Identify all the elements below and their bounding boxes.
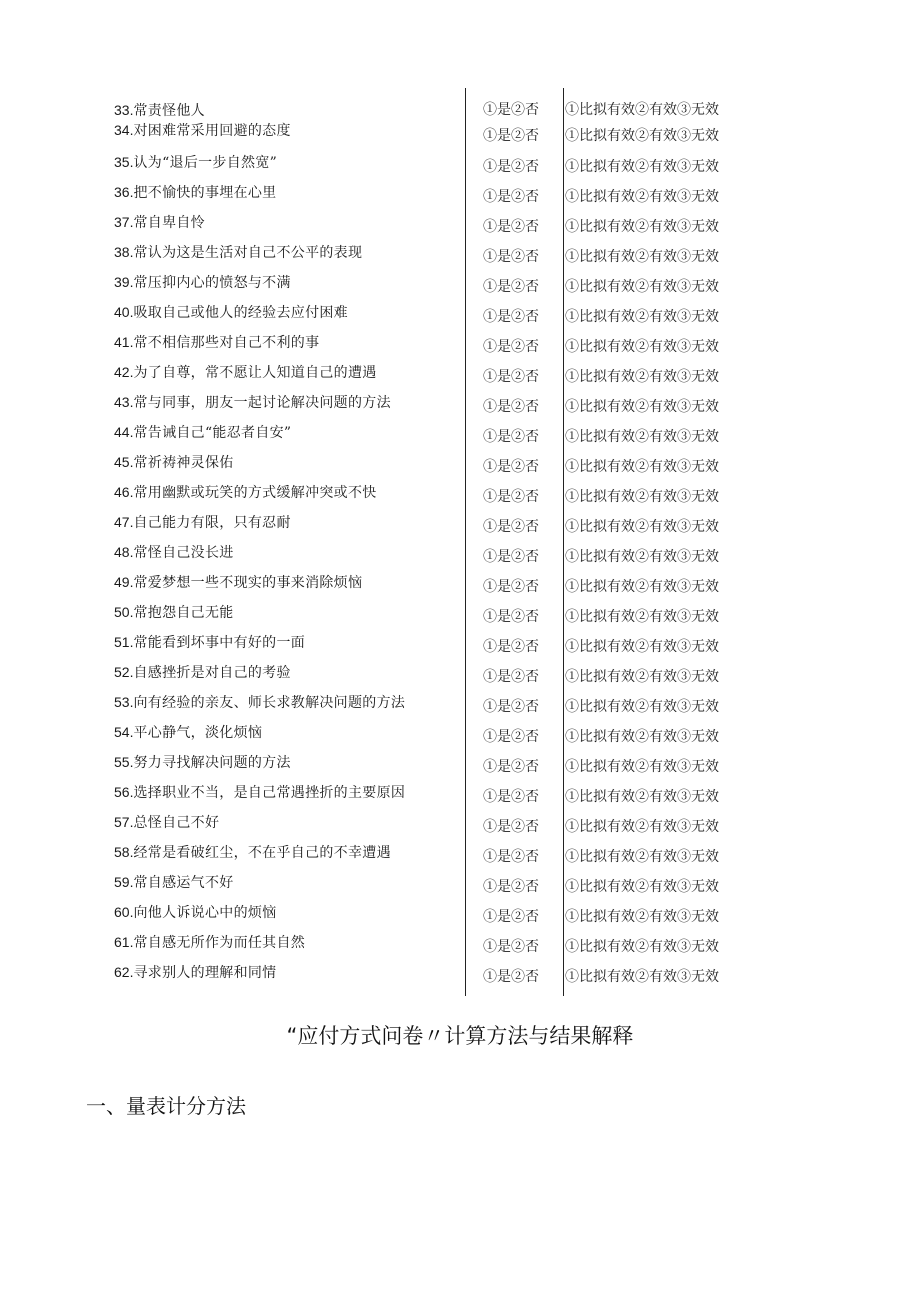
question-number: 34. — [114, 122, 134, 138]
question-number: 54. — [114, 724, 134, 740]
question-text — [114, 662, 291, 682]
question-number: 42. — [114, 364, 134, 380]
question-label: 常自感无所作为而任其自然 — [133, 935, 306, 951]
question-number: 39. — [114, 274, 134, 290]
question-label: 常不相信那些对自己不利的事 — [133, 335, 320, 351]
effectiveness-options[interactable]: ①比拟有效②有效③无效 — [565, 639, 719, 655]
yes-no-options[interactable]: ①是②否 — [483, 729, 539, 745]
yes-no-options[interactable]: ①是②否 — [483, 519, 539, 535]
question-label: 常祈祷神灵保佑 — [133, 455, 234, 471]
effectiveness-options[interactable]: ①比拟有效②有效③无效 — [565, 369, 719, 385]
question-number: 46. — [114, 484, 134, 500]
yes-no-options[interactable]: ①是②否 — [483, 759, 539, 775]
question-text — [114, 332, 319, 352]
question-number: 56. — [114, 784, 134, 800]
question-text — [114, 782, 405, 802]
question-text — [114, 632, 305, 652]
question-label: 向有经验的亲友、师长求教解决问题的方法 — [133, 695, 406, 711]
yes-no-options[interactable]: ①是②否 — [483, 819, 539, 835]
yes-no-options[interactable]: ①是②否 — [483, 399, 539, 415]
yes-no-options[interactable]: ①是②否 — [483, 579, 539, 595]
question-text — [114, 272, 291, 292]
yes-no-options[interactable]: ①是②否 — [483, 699, 539, 715]
yes-no-options[interactable]: ①是②否 — [483, 609, 539, 625]
yes-no-options[interactable]: ①是②否 — [483, 159, 539, 175]
yes-no-options[interactable]: ①是②否 — [483, 189, 539, 205]
effectiveness-options[interactable]: ①比拟有效②有效③无效 — [565, 102, 719, 118]
question-text — [114, 392, 391, 412]
effectiveness-options[interactable]: ①比拟有效②有效③无效 — [565, 279, 719, 295]
question-number: 41. — [114, 334, 134, 350]
question-text — [114, 722, 262, 742]
section-title: “应付方式问卷〃计算方法与结果解释 — [286, 1024, 634, 1048]
effectiveness-options[interactable]: ①比拟有效②有效③无效 — [565, 729, 719, 745]
effectiveness-options[interactable]: ①比拟有效②有效③无效 — [565, 519, 719, 535]
question-label: 常与同事，朋友一起讨论解决问题的方法 — [133, 395, 391, 411]
effectiveness-options[interactable]: ①比拟有效②有效③无效 — [565, 429, 719, 445]
question-label: 自感挫折是对自己的考验 — [133, 665, 291, 681]
question-label: 常用幽默或玩笑的方式缓解冲突或不快 — [133, 485, 377, 501]
question-label: 平心静气，淡化烦恼 — [133, 725, 263, 741]
effectiveness-options[interactable]: ①比拟有效②有效③无效 — [565, 549, 719, 565]
yes-no-options[interactable]: ①是②否 — [483, 669, 539, 685]
question-number: 53. — [114, 694, 134, 710]
question-label: 常压抑内心的愤怒与不满 — [133, 275, 291, 291]
question-label: 常怪自己没长进 — [133, 545, 234, 561]
yes-no-options[interactable]: ①是②否 — [483, 219, 539, 235]
question-text — [114, 752, 291, 772]
question-number: 51. — [114, 634, 134, 650]
question-number: 47. — [114, 514, 134, 530]
question-text — [114, 542, 234, 562]
subsection-heading: 一、量表计分方法 — [86, 1094, 246, 1118]
effectiveness-options[interactable]: ①比拟有效②有效③无效 — [565, 339, 719, 355]
effectiveness-options[interactable]: ①比拟有效②有效③无效 — [565, 699, 719, 715]
question-label: 常责怪他人 — [133, 103, 205, 119]
question-text — [114, 100, 205, 120]
question-text — [114, 692, 405, 712]
question-number: 57. — [114, 814, 134, 830]
question-number: 52. — [114, 664, 134, 680]
question-text — [114, 932, 305, 952]
question-number: 36. — [114, 184, 134, 200]
question-label: 吸取自己或他人的经验去应付困难 — [133, 305, 348, 321]
question-text — [114, 182, 276, 202]
effectiveness-options[interactable]: ①比拟有效②有效③无效 — [565, 669, 719, 685]
question-number: 50. — [114, 604, 134, 620]
question-number: 35. — [114, 154, 134, 170]
question-text — [114, 422, 291, 442]
question-number: 58. — [114, 844, 134, 860]
question-label: 常自感运气不好 — [133, 875, 234, 891]
question-label: 常爱梦想一些不现实的事来消除烦恼 — [133, 575, 363, 591]
question-label: 向他人诉说心中的烦恼 — [133, 905, 277, 921]
yes-no-options[interactable]: ①是②否 — [483, 849, 539, 865]
effectiveness-options[interactable]: ①比拟有效②有效③无效 — [565, 128, 719, 144]
question-label: 常告诫自己“能忍者自安” — [133, 425, 292, 441]
column-divider-right — [563, 88, 564, 996]
yes-no-options[interactable]: ①是②否 — [483, 549, 539, 565]
question-text — [114, 602, 234, 622]
yes-no-options[interactable]: ①是②否 — [483, 429, 539, 445]
yes-no-options[interactable]: ①是②否 — [483, 489, 539, 505]
yes-no-options[interactable]: ①是②否 — [483, 789, 539, 805]
yes-no-options[interactable]: ①是②否 — [483, 909, 539, 925]
yes-no-options[interactable]: ①是②否 — [483, 459, 539, 475]
effectiveness-options[interactable]: ①比拟有效②有效③无效 — [565, 969, 719, 985]
yes-no-options[interactable]: ①是②否 — [483, 879, 539, 895]
effectiveness-options[interactable]: ①比拟有效②有效③无效 — [565, 759, 719, 775]
effectiveness-options[interactable]: ①比拟有效②有效③无效 — [565, 849, 719, 865]
question-label: 常能看到坏事中有好的一面 — [133, 635, 306, 651]
question-text — [114, 362, 377, 382]
yes-no-options[interactable]: ①是②否 — [483, 279, 539, 295]
effectiveness-options[interactable]: ①比拟有效②有效③无效 — [565, 189, 719, 205]
question-label: 为了自尊，常不愿让人知道自己的遭遇 — [133, 365, 377, 381]
question-label: 常自卑自怜 — [133, 215, 205, 231]
question-text — [114, 572, 362, 592]
yes-no-options[interactable]: ①是②否 — [483, 249, 539, 265]
effectiveness-options[interactable]: ①比拟有效②有效③无效 — [565, 909, 719, 925]
question-label: 努力寻找解决问题的方法 — [133, 755, 291, 771]
effectiveness-options[interactable]: ①比拟有效②有效③无效 — [565, 219, 719, 235]
yes-no-options[interactable]: ①是②否 — [483, 969, 539, 985]
yes-no-options[interactable]: ①是②否 — [483, 939, 539, 955]
question-text — [114, 212, 205, 232]
effectiveness-options[interactable]: ①比拟有效②有效③无效 — [565, 819, 719, 835]
question-number: 60. — [114, 904, 134, 920]
yes-no-options[interactable]: ①是②否 — [483, 639, 539, 655]
effectiveness-options[interactable]: ①比拟有效②有效③无效 — [565, 609, 719, 625]
effectiveness-options[interactable]: ①比拟有效②有效③无效 — [565, 159, 719, 175]
question-label: 把不愉快的事埋在心里 — [133, 185, 277, 201]
question-text — [114, 120, 291, 140]
question-number: 44. — [114, 424, 134, 440]
question-number: 62. — [114, 964, 134, 980]
yes-no-options[interactable]: ①是②否 — [483, 102, 539, 118]
question-label: 常抱怨自己无能 — [133, 605, 234, 621]
question-text — [114, 902, 276, 922]
question-number: 40. — [114, 304, 134, 320]
effectiveness-options[interactable]: ①比拟有效②有效③无效 — [565, 249, 719, 265]
question-number: 48. — [114, 544, 134, 560]
question-label: 自己能力有限，只有忍耐 — [133, 515, 291, 531]
yes-no-options[interactable]: ①是②否 — [483, 339, 539, 355]
effectiveness-options[interactable]: ①比拟有效②有效③无效 — [565, 579, 719, 595]
question-label: 认为“退后一步自然宽” — [133, 155, 278, 171]
question-label: 总怪自己不好 — [133, 815, 220, 831]
effectiveness-options[interactable]: ①比拟有效②有效③无效 — [565, 309, 719, 325]
yes-no-options[interactable]: ①是②否 — [483, 128, 539, 144]
question-text — [114, 962, 276, 982]
effectiveness-options[interactable]: ①比拟有效②有效③无效 — [565, 789, 719, 805]
question-text — [114, 812, 219, 832]
column-divider-left — [465, 88, 466, 996]
question-text — [114, 302, 348, 322]
question-text — [114, 452, 234, 472]
question-text — [114, 842, 391, 862]
question-number: 45. — [114, 454, 134, 470]
question-number: 61. — [114, 934, 134, 950]
question-text — [114, 242, 362, 262]
question-number: 43. — [114, 394, 134, 410]
effectiveness-options[interactable]: ①比拟有效②有效③无效 — [565, 939, 719, 955]
effectiveness-options[interactable]: ①比拟有效②有效③无效 — [565, 489, 719, 505]
question-label: 常认为这是生活对自己不公平的表现 — [133, 245, 363, 261]
question-label: 寻求别人的理解和同情 — [133, 965, 277, 981]
question-text — [114, 512, 291, 532]
question-text — [114, 482, 377, 502]
yes-no-options[interactable]: ①是②否 — [483, 309, 539, 325]
question-label: 对困难常采用回避的态度 — [133, 123, 291, 139]
effectiveness-options[interactable]: ①比拟有效②有效③无效 — [565, 399, 719, 415]
question-number: 59. — [114, 874, 134, 890]
yes-no-options[interactable]: ①是②否 — [483, 369, 539, 385]
question-label: 经常是看破红尘，不在乎自己的不幸遭遇 — [133, 845, 391, 861]
question-number: 55. — [114, 754, 134, 770]
question-number: 37. — [114, 214, 134, 230]
question-text — [114, 872, 234, 892]
question-number: 38. — [114, 244, 134, 260]
effectiveness-options[interactable]: ①比拟有效②有效③无效 — [565, 879, 719, 895]
question-number: 33. — [114, 102, 134, 118]
question-number: 49. — [114, 574, 134, 590]
question-label: 选择职业不当，是自己常遇挫折的主要原因 — [133, 785, 406, 801]
effectiveness-options[interactable]: ①比拟有效②有效③无效 — [565, 459, 719, 475]
question-text — [114, 152, 277, 172]
